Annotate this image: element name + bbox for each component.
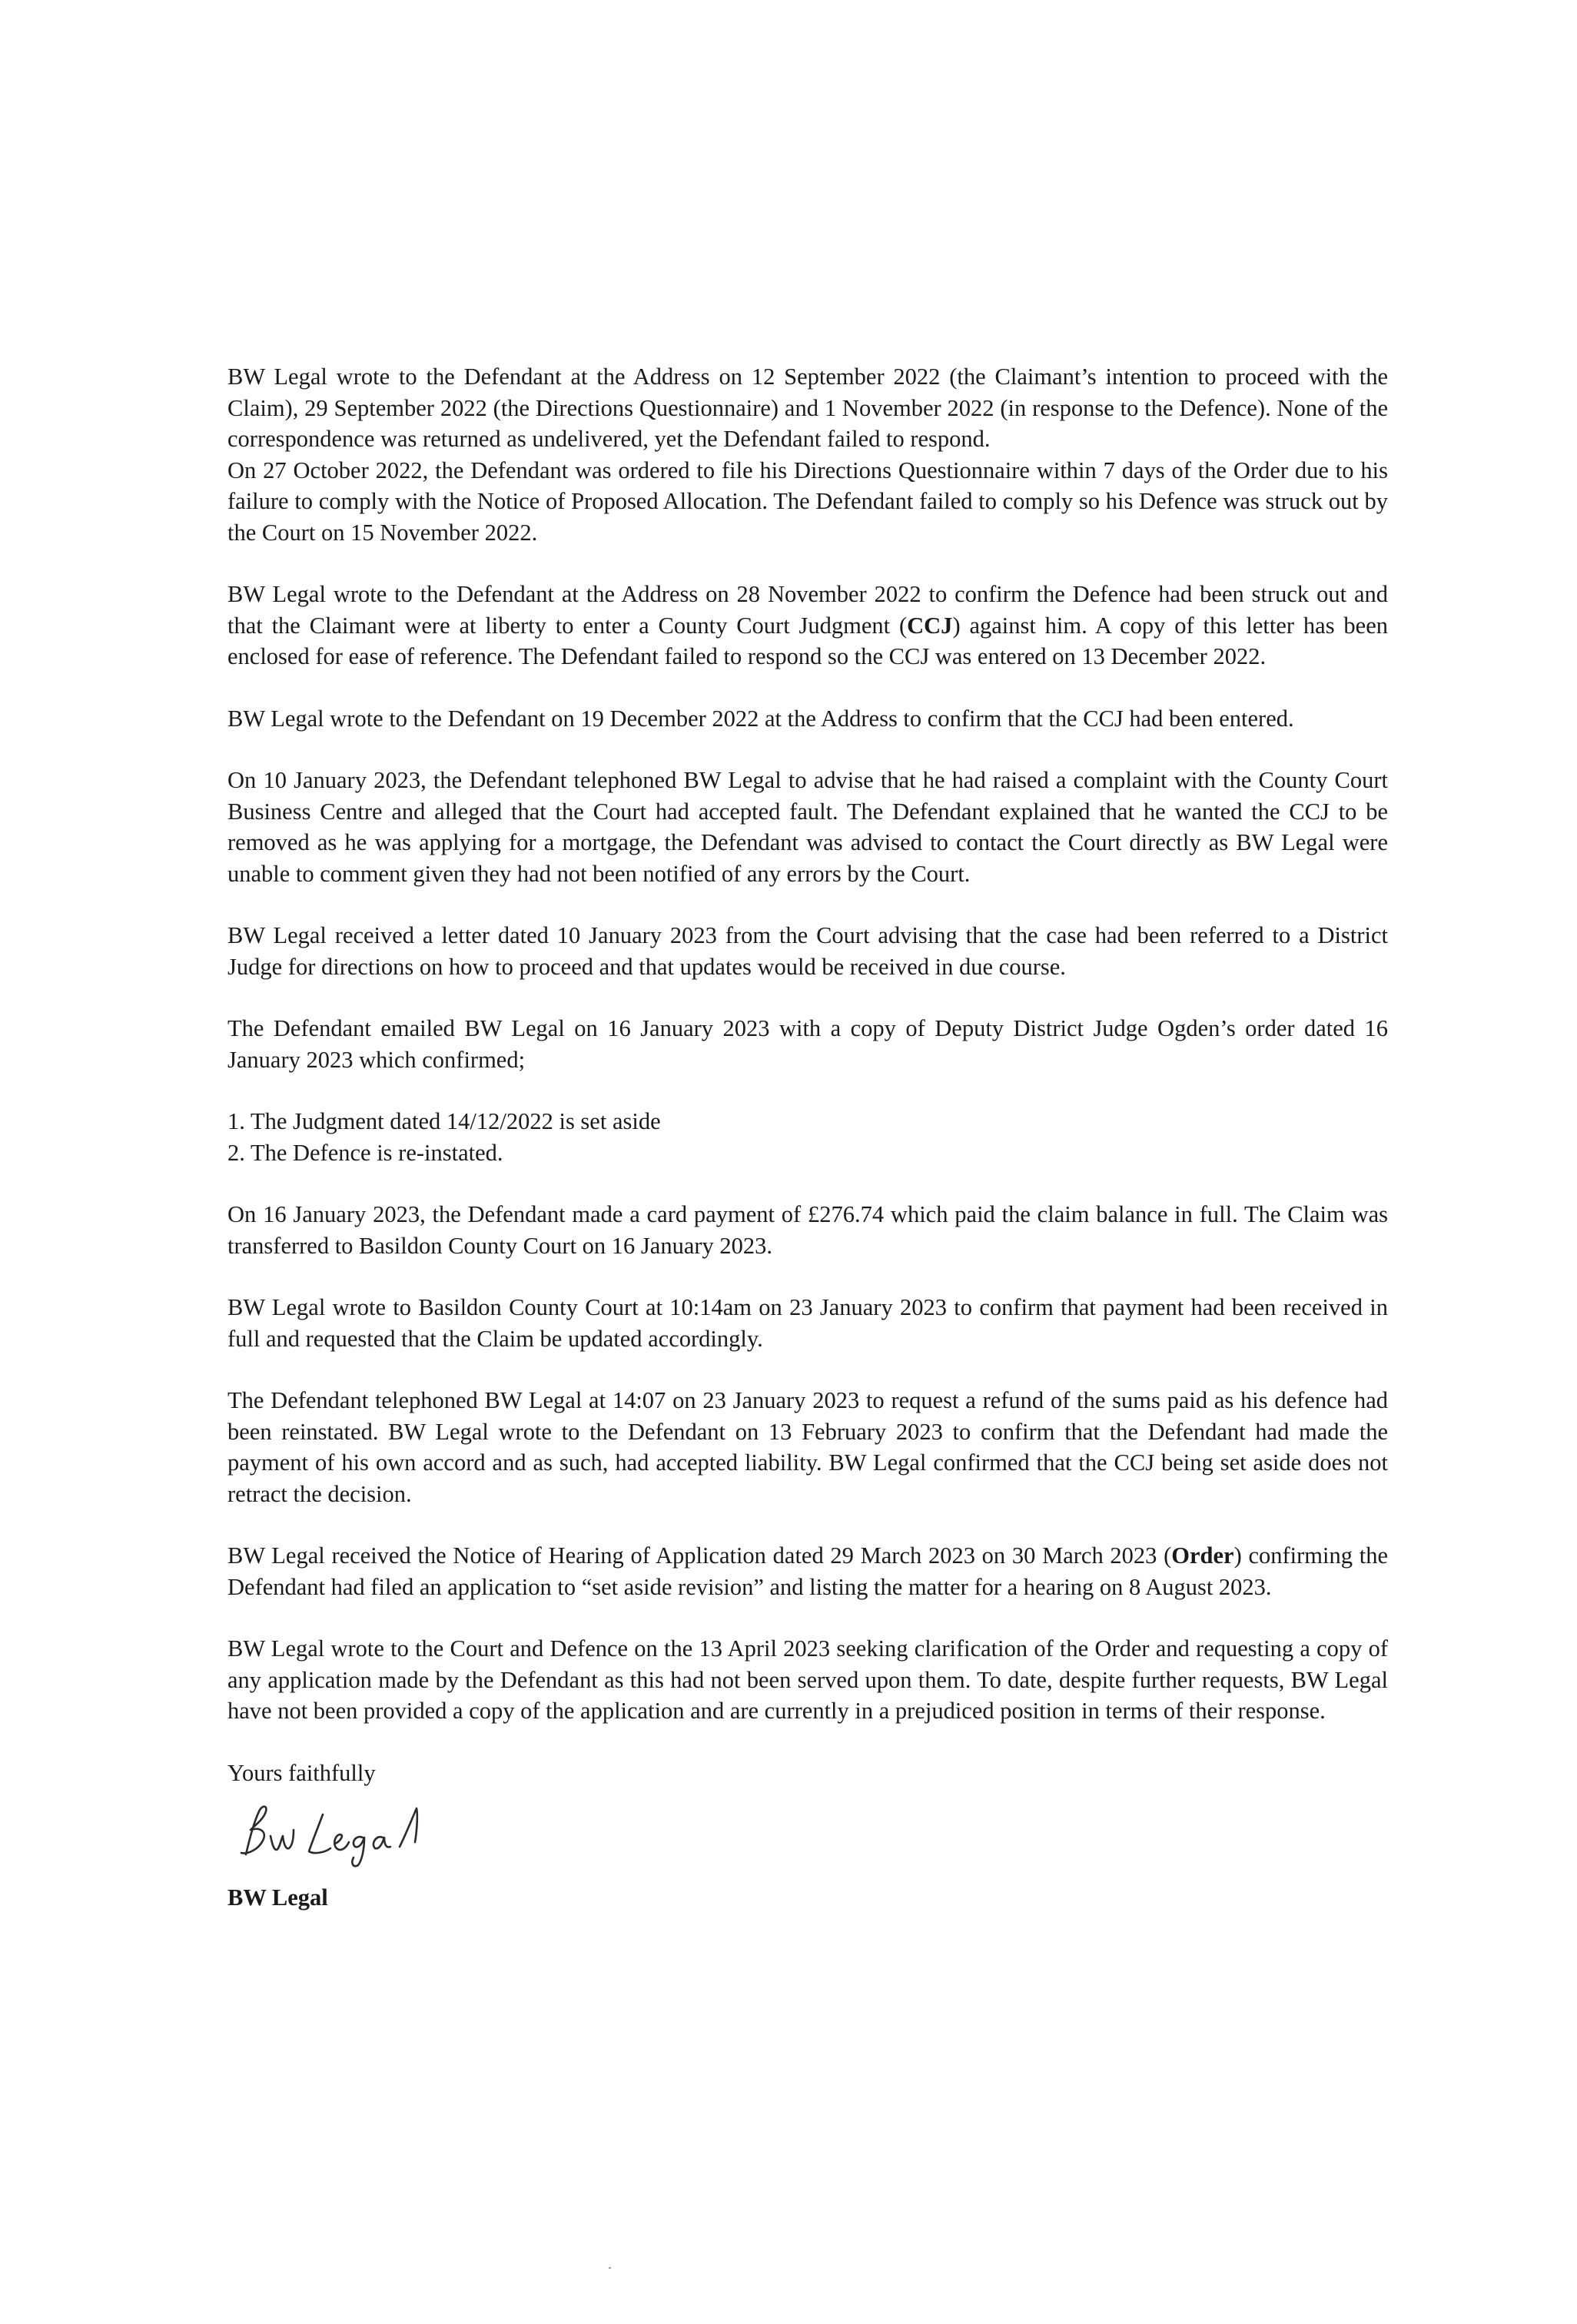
text-segment: ) confirming the Defendant had filed an application to “set aside revision” and listing the matter for a hearing on 8 August 2023. [227, 1542, 1388, 1600]
paragraph-judge-order: The Defendant emailed BW Legal on 16 January 2023 with a copy of Deputy District Judge Ogden’s order dated 16 January 2023 which confirmed; [227, 1015, 1388, 1073]
paragraph-clarification: BW Legal wrote to the Court and Defence on the 13 April 2023 seeking clarification of the Order and requesting a copy of any application made by the Defendant as this had not been served upon them. To date, despite further requests, BW Legal have not been provided a copy of the application and are currently in a prejudiced position in terms of their response. [227, 1635, 1388, 1724]
paragraph-correspondence: BW Legal wrote to the Defendant at the Address on 12 September 2022 (the Claimant’s intention to proceed with the Claim), 29 September 2022 (the Directions Questionnaire) and 1 November 2022 (in response to the Defence). None of the correspondence was returned as undelivered, yet the Defendant failed to respond. [227, 364, 1388, 452]
text-segment: BW Legal wrote to the Defendant at the Address on 28 November 2022 to confirm the Defence had been struck out and that the Claimant were at liberty to enter a County Court Judgment ( [227, 581, 1388, 639]
order-list [227, 1106, 1388, 1168]
text-segment: ) against him. A copy of this letter has been enclosed for ease of reference. The Defendant failed to respond so the CCJ was entered on 13 December 2022. [227, 612, 1388, 669]
paragraph-hearing-notice [227, 1540, 1388, 1602]
handwritten-signature [232, 1799, 432, 1868]
scan-speck [609, 2267, 611, 2269]
closing-salutation: Yours faithfully [227, 1759, 376, 1786]
paragraph-card-payment: On 16 January 2023, the Defendant made a card payment of £276.74 which paid the claim balance in full. The Claim was transferred to Basildon County Court on 16 January 2023. [227, 1201, 1388, 1259]
text-segment: BW Legal received the Notice of Hearing of Application dated 29 March 2023 on 30 March 2023 ( [227, 1542, 1172, 1569]
list-item: 1. The Judgment dated 14/12/2022 is set aside [227, 1108, 661, 1134]
paragraph-directions-order: On 27 October 2022, the Defendant was ordered to file his Directions Questionnaire within 7 days of the Order due to his failure to comply with the Notice of Proposed Allocation. The Defendant failed to comply so his Defence was struck out by the Court on 15 November 2022. [227, 456, 1388, 546]
paragraph-payment-confirmation: BW Legal wrote to Basildon County Court at 10:14am on 23 January 2023 to confirm that payment had been received in full and requested that the Claim be updated accordingly. [227, 1294, 1388, 1352]
defined-term-order: Order [1171, 1542, 1234, 1569]
paragraph-refund-request: The Defendant telephoned BW Legal at 14:07 on 23 January 2023 to request a refund of the sums paid as his defence had been reinstated. BW Legal wrote to the Defendant on 13 February 2023 to confirm that the Defendant had made the payment of his own accord and as such, had accepted liability. BW Legal confirmed that the CCJ being set aside does not retract the decision. [227, 1387, 1388, 1507]
paragraph-ccj-entered: BW Legal wrote to the Defendant on 19 December 2022 at the Address to confirm that the CCJ had been entered. [227, 705, 1294, 732]
list-item: 2. The Defence is re-instated. [227, 1139, 503, 1166]
letter-body [227, 361, 1388, 1914]
paragraph-court-letter: BW Legal received a letter dated 10 January 2023 from the Court advising that the case had been referred to a District Judge for directions on how to proceed and that updates would be received in due course. [227, 922, 1388, 980]
paragraph-defence-struck-out [227, 579, 1388, 672]
paragraph-telephone-complaint: On 10 January 2023, the Defendant telephoned BW Legal to advise that he had raised a complaint with the County Court Business Centre and alleged that the Court had accepted fault. The Defendant explained that he wanted the CCJ to be removed as he was applying for a mortgage, the Defendant was advised to contact the Court directly as BW Legal were unable to comment given they had not been notified of any errors by the Court. [227, 767, 1388, 887]
defined-term-ccj: CCJ [907, 612, 953, 639]
signatory-name: BW Legal [227, 1884, 328, 1911]
